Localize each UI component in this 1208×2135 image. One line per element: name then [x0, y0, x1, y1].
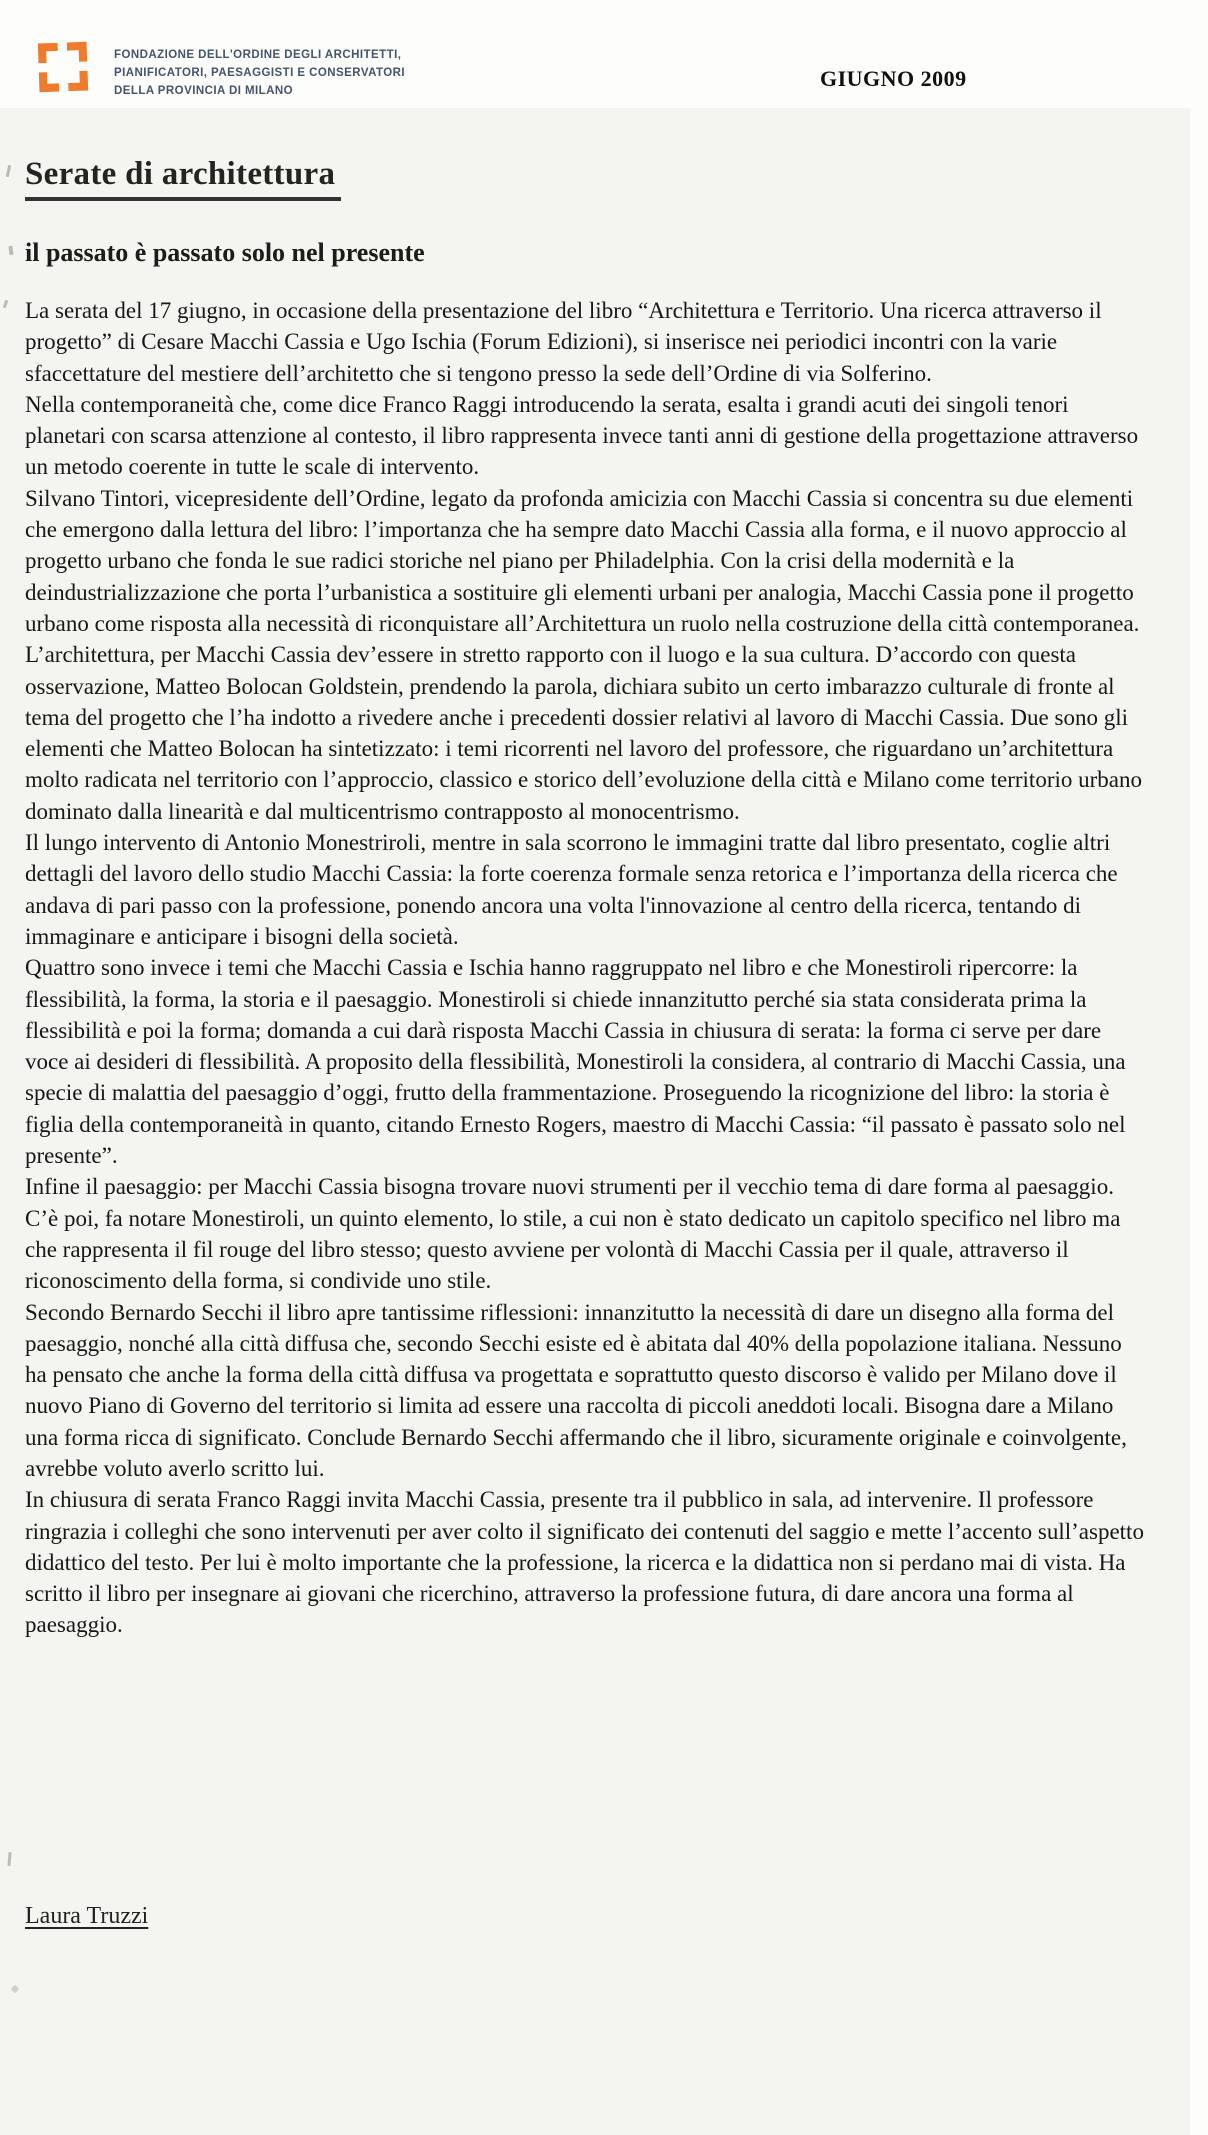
paragraph: Quattro sono invece i temi che Macchi Cassia e Ischia hanno raggruppato nel libro e che Monestiroli ripercorre: la flessibilità, la forma, la storia e il paesaggio. Monestiroli si chiede innanzitutto perché sia stata considerata prima la flessibilità e poi la forma; domanda a cui darà risposta Macchi Cassia in chiusura di serata: la forma ci serve per dare voce ai desideri di flessibilità. A proposito della flessibilità, Monestiroli la considera, al contrario di Macchi Cassia, una specie di malattia del paesaggio d’oggi, frutto della frammentazione. Proseguendo la ricognizione del libro: la storia è figlia della contemporaneità in quanto, citando Ernesto Rogers, maestro di Macchi Cassia: “il passato è passato solo nel presente”.: [25, 955, 1126, 1169]
paragraph: Il lungo intervento di Antonio Monestriroli, mentre in sala scorrono le immagini tratte dal libro presentato, coglie altri dettagli del lavoro dello studio Macchi Cassia: la forte coerenza formale senza retorica e l’importanza della ricerca che andava di pari passo con la professione, ponendo ancora una volta l'innovazione al centro della ricerca, tentando di immaginare e anticipare i bisogni della società.: [25, 830, 1118, 949]
paragraph: La serata del 17 giugno, in occasione della presentazione del libro “Architettura e Territorio. Una ricerca attraverso il progetto” di Cesare Macchi Cassia e Ugo Ischia (Forum Edizioni), si inserisce nei periodici incontri con la varie sfaccettature del mestiere dell’architetto che si tengono presso la sede dell’Ordine di via Solferino.: [25, 298, 1102, 386]
foundation-name-line-1: FONDAZIONE DELL'ORDINE DEGLI ARCHITETTI,: [114, 49, 402, 61]
paragraph: Secondo Bernardo Secchi il libro apre tantissime riflessioni: innanzitutto la necessità di dare un disegno alla forma del paesaggio, nonché alla città diffusa che, secondo Secchi esiste ed è abitata dal 40% della popolazione italiana. Nessuno ha pensato che anche la forma della città diffusa va progettata e soprattutto questo discorso è valido per Milano dove il nuovo Piano di Governo del territorio si limita ad essere una raccolta di piccoli aneddoti locali. Bisogna dare a Milano una forma ricca di significato. Conclude Bernardo Secchi affermando che il libro, sicuramente originale e coinvolgente, avrebbe voluto averlo scritto lui.: [25, 1299, 1127, 1481]
article-title: Serate di architettura: [25, 156, 341, 201]
paragraph: Nella contemporaneità che, come dice Franco Raggi introducendo la serata, esalta i grandi acuti dei singoli tenori planetari con scarsa attenzione al contesto, il libro rappresenta invece tanti anni di gestione della progettazione attraverso un metodo coerente in tutte le scale di intervento.: [25, 391, 1139, 480]
paragraph: Silvano Tintori, vicepresidente dell’Ordine, legato da profonda amicizia con Macchi Cassia si concentra su due elementi che emergono dalla lettura del libro: l’importanza che ha sempre dato Macchi Cassia alla forma, e il nuovo approccio al progetto urbano che fonda le sue radici storiche nel piano per Philadelphia. Con la crisi della modernità e la deindustrializzazione che porta l’urbanistica a sostituire gli elementi urbani per analogia, Macchi Cassia pone il progetto urbano come risposta alla necessità di riconquistare all’Architettura un ruolo nella costruzione della città contemporanea. L’architettura, per Macchi Cassia dev’essere in stretto rapporto con il luogo e la sua cultura. D’accordo con questa osservazione, Matteo Bolocan Goldstein, prendendo la parola, dichiara subito un certo imbarazzo culturale di fronte al tema del progetto che l’ha indotto a rivedere anche i precedenti dossier relativi al lavoro di Macchi Cassia. Due sono gli elementi che Matteo Bolocan ha sintetizzato: i temi ricorrenti nel lavoro del professore, che riguardano un’architettura molto radicata nel territorio con l’approccio, classico e storico dell’evoluzione della città e Milano come territorio urbano dominato dalla linearità e dal multicentrismo contrapposto al monocentrismo.: [25, 485, 1142, 824]
paragraph: C’è poi, fa notare Monestiroli, un quinto elemento, lo stile, a cui non è stato dedicato un capitolo specifico nel libro ma che rappresenta il fil rouge del libro stesso; questo avviene per volontà di Macchi Cassia per il quale, attraverso il riconoscimento della forma, si condivide uno stile.: [25, 1205, 1121, 1294]
foundation-logo-icon: [33, 35, 93, 99]
foundation-name: [114, 47, 405, 100]
paragraph: Infine il paesaggio: per Macchi Cassia bisogna trovare nuovi strumenti per il vecchio tema di dare forma al paesaggio.: [25, 1174, 1114, 1200]
foundation-name-line-2: PIANIFICATORI, PAESAGGISTI E CONSERVATORI: [114, 66, 406, 79]
article-subtitle: il passato è passato solo nel presente: [25, 238, 425, 267]
document-header: [34, 36, 405, 100]
author-signature: Laura Truzzi: [25, 1903, 149, 1929]
article-body: [25, 295, 1145, 1641]
paragraph: In chiusura di serata Franco Raggi invita Macchi Cassia, presente tra il pubblico in sala, ad intervenire. Il professore ringrazia i colleghi che sono intervenuti per aver colto il significato dei contenuti del saggio e mette l’accento sull’aspetto didattico del testo. Per lui è molto importante che la professione, la ricerca e la didattica non si perdano mai di vista. Ha scritto il libro per insegnare ai giovani che ricerchino, attraverso la professione futura, di dare ancora una forma al paesaggio.: [25, 1487, 1144, 1638]
foundation-name-line-3: DELLA PROVINCIA DI MILANO: [114, 84, 294, 97]
issue-date: GIUGNO 2009: [820, 66, 967, 91]
